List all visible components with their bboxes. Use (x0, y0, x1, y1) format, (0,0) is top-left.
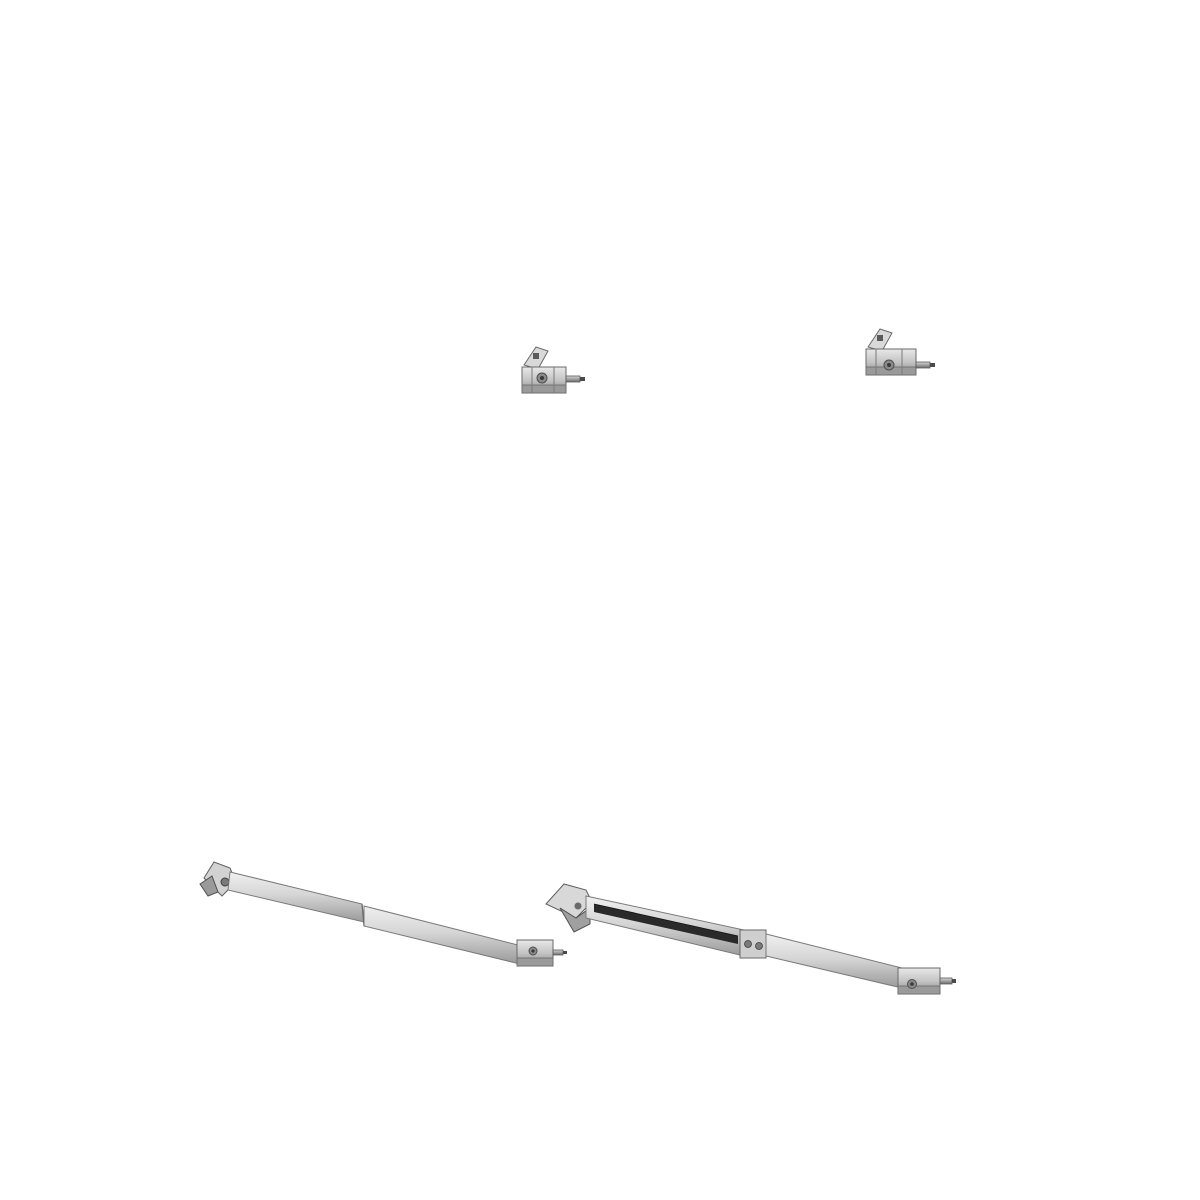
arm-long-end-block (898, 968, 956, 994)
small-bracket-left (522, 347, 585, 393)
telescopic-arm-short (200, 862, 567, 966)
arm-long-joint-clamp (740, 930, 766, 958)
telescopic-arm-long (546, 884, 956, 994)
arm-long-top-hinge (546, 884, 592, 932)
arm-short-end-block (517, 940, 567, 966)
small-bracket-right (866, 329, 935, 375)
